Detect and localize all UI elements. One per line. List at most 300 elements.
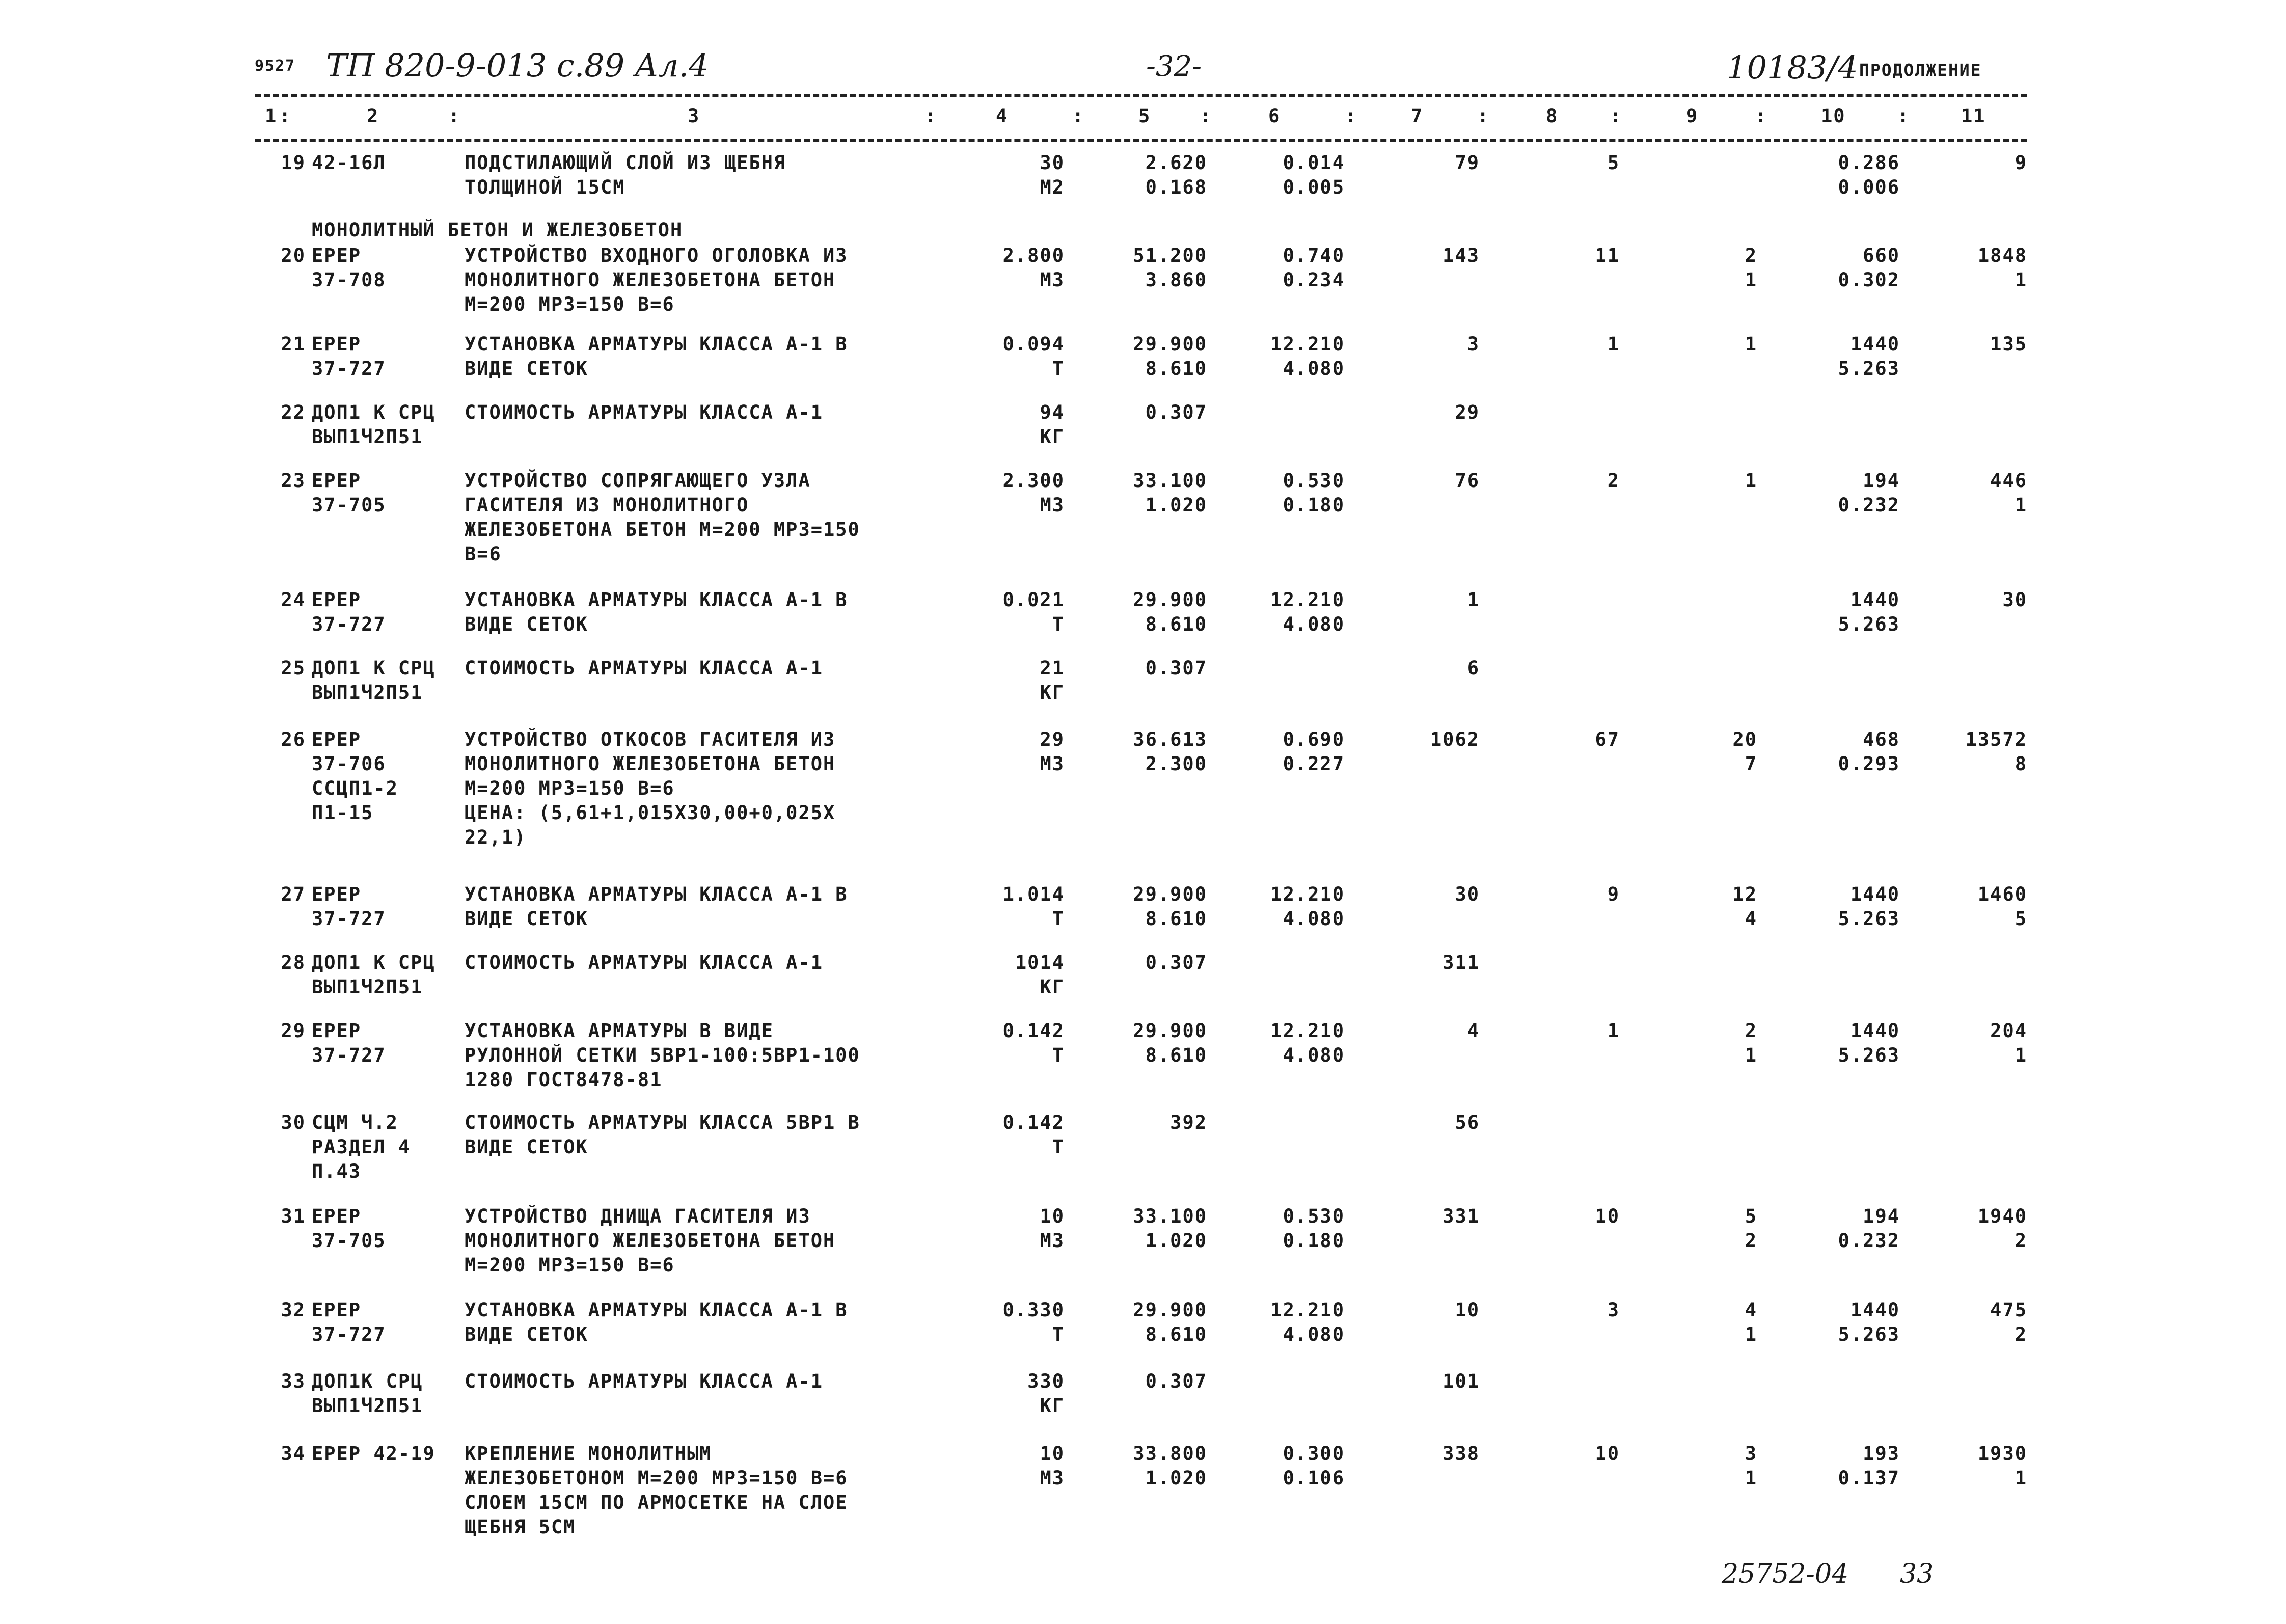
cell-line: 4.080 xyxy=(1283,908,1345,930)
cell-line: 10 xyxy=(1040,1205,1065,1227)
row-total-cost xyxy=(1355,882,1480,907)
cell-line: РАЗДЕЛ 4 xyxy=(312,1136,411,1158)
cell-line: 2.300 xyxy=(1002,470,1065,492)
cell-line: М3 xyxy=(1040,1230,1065,1252)
row-code xyxy=(312,1204,459,1253)
cell-line: 11 xyxy=(1595,245,1620,266)
row-code xyxy=(312,1111,459,1184)
cell-line: ДОП1 К СРЦ xyxy=(312,401,436,423)
cell-line: 0.286 xyxy=(1838,152,1900,174)
row-labor-unit xyxy=(1767,151,1900,200)
row-wage-cost xyxy=(1217,1442,1345,1491)
row-total-wages xyxy=(1487,1019,1620,1043)
row-unit-cost xyxy=(1095,151,1207,200)
cell-line: 0.307 xyxy=(1145,401,1207,423)
cell-line: ГАСИТЕЛЯ ИЗ МОНОЛИТНОГО xyxy=(465,494,749,516)
column-separator: : xyxy=(1345,105,1357,127)
row-wage-cost xyxy=(1217,332,1345,381)
row-total-cost xyxy=(1355,1442,1480,1466)
cell-line: 1 xyxy=(1607,333,1620,355)
row-total-cost xyxy=(1355,951,1480,975)
cell-line: 475 xyxy=(1990,1299,2027,1321)
cell-line: 1.014 xyxy=(1002,883,1065,905)
cell-line: 67 xyxy=(1595,728,1620,750)
row-description xyxy=(465,151,938,200)
doc-reference: ТП 820-9-013 с.89 Ал.4 xyxy=(326,47,709,84)
cell-line: 1 xyxy=(1745,1467,1757,1489)
cell-line: 1 xyxy=(1607,1020,1620,1042)
cell-line: 0.740 xyxy=(1283,245,1345,266)
cell-line: М3 xyxy=(1040,753,1065,775)
cell-line: 12.210 xyxy=(1270,1299,1345,1321)
cell-line: ЖЕЛЕЗОБЕТОНОМ М=200 МРЗ=150 В=6 xyxy=(465,1467,848,1489)
row-total-cost xyxy=(1355,243,1480,268)
cell-line: 0.690 xyxy=(1283,728,1345,750)
row-total-cost xyxy=(1355,469,1480,493)
cell-line: МОНОЛИТНОГО ЖЕЛЕЗОБЕТОНА БЕТОН xyxy=(465,269,836,291)
row-total-wages xyxy=(1487,882,1620,907)
cell-line: 1440 xyxy=(1850,1299,1900,1321)
column-number: 10 xyxy=(1821,105,1846,127)
cell-line: ЕРЕР xyxy=(312,470,362,492)
cell-line: 1 xyxy=(1745,1323,1757,1345)
cell-line: 36.613 xyxy=(1133,728,1207,750)
cell-line: 3 xyxy=(1745,1443,1757,1465)
row-quantity xyxy=(942,951,1065,999)
cell-line: МОНОЛИТНОГО ЖЕЛЕЗОБЕТОНА БЕТОН xyxy=(465,1230,836,1252)
cell-line: 1 xyxy=(2015,269,2027,291)
cell-line: 79 xyxy=(1455,152,1480,174)
cell-line: 10 xyxy=(1595,1443,1620,1465)
cell-line: 9 xyxy=(1607,883,1620,905)
cell-line: 2 xyxy=(1745,245,1757,266)
cell-line: 5.263 xyxy=(1838,1044,1900,1066)
header-rule xyxy=(255,139,2027,142)
column-separator: : xyxy=(448,105,461,127)
row-number: 31 xyxy=(281,1205,306,1227)
column-number: 2 xyxy=(367,105,379,127)
row-wage-cost xyxy=(1217,1019,1345,1068)
cell-line: 8.610 xyxy=(1145,1044,1207,1066)
cell-line: РУЛОННОЙ СЕТКИ 5ВР1-100:5ВР1-100 xyxy=(465,1044,860,1066)
cell-line: 2.800 xyxy=(1002,245,1065,266)
row-wage-cost xyxy=(1217,588,1345,637)
cell-line: 37-706 xyxy=(312,753,386,775)
cell-line: 2.620 xyxy=(1145,152,1207,174)
cell-line: 0.168 xyxy=(1145,176,1207,198)
cell-line: 8 xyxy=(2015,753,2027,775)
cell-line: 1014 xyxy=(1015,952,1065,973)
cell-line: М=200 МРЗ=150 В=6 xyxy=(465,1254,675,1276)
page-number: -32- xyxy=(1146,50,1202,83)
row-number: 25 xyxy=(281,657,306,679)
row-machine-cost xyxy=(1630,1298,1757,1347)
row-unit-cost xyxy=(1095,1298,1207,1347)
cell-line: 0.300 xyxy=(1283,1443,1345,1465)
cell-line: ЕРЕР xyxy=(312,333,362,355)
cell-line: 5 xyxy=(1607,152,1620,174)
cell-line: 1 xyxy=(2015,1044,2027,1066)
row-unit-cost xyxy=(1095,332,1207,381)
column-separator: : xyxy=(1200,105,1212,127)
cell-line: 330 xyxy=(1027,1370,1065,1392)
cell-line: М=200 МРЗ=150 В=6 xyxy=(465,293,675,315)
cell-line: 37-727 xyxy=(312,358,386,380)
cell-line: 4 xyxy=(1745,1299,1757,1321)
cell-line: 4 xyxy=(1467,1020,1480,1042)
row-description xyxy=(465,1204,938,1278)
cell-line: ВЫП1Ч2П51 xyxy=(312,682,423,703)
row-unit-cost xyxy=(1095,400,1207,425)
row-machine-cost xyxy=(1630,727,1757,776)
column-separator: : xyxy=(1072,105,1085,127)
row-machine-cost xyxy=(1630,882,1757,931)
cell-line: 193 xyxy=(1863,1443,1900,1465)
cell-line: 30 xyxy=(2002,589,2027,611)
cell-line: 0.180 xyxy=(1283,1230,1345,1252)
row-unit-cost xyxy=(1095,882,1207,931)
cell-line: 143 xyxy=(1443,245,1480,266)
cell-line: ЕРЕР xyxy=(312,883,362,905)
cell-line: 29 xyxy=(1455,401,1480,423)
row-total-cost xyxy=(1355,1111,1480,1135)
row-machine-cost xyxy=(1630,469,1757,493)
cell-line: М3 xyxy=(1040,1467,1065,1489)
row-number: 33 xyxy=(281,1370,306,1392)
cell-line: ВЫП1Ч2П51 xyxy=(312,1395,423,1417)
row-labor-unit xyxy=(1767,882,1900,931)
cell-line: 7 xyxy=(1745,753,1757,775)
cell-line: ССЦП1-2 xyxy=(312,777,398,799)
column-number: 8 xyxy=(1546,105,1559,127)
row-machine-cost xyxy=(1630,1204,1757,1253)
row-labor-total xyxy=(1910,332,2027,357)
cell-line: 33.100 xyxy=(1133,470,1207,492)
cell-line: 37-705 xyxy=(312,494,386,516)
cell-line: 5.263 xyxy=(1838,1323,1900,1345)
column-number: 9 xyxy=(1686,105,1699,127)
cell-line: 194 xyxy=(1863,1205,1900,1227)
row-code xyxy=(312,332,459,381)
row-labor-total xyxy=(1910,151,2027,175)
cell-line: ТОЛЩИНОЙ 15СМ xyxy=(465,176,625,198)
cell-line: М=200 МРЗ=150 В=6 xyxy=(465,777,675,799)
cell-line: 37-727 xyxy=(312,1323,386,1345)
cell-line: 1440 xyxy=(1850,883,1900,905)
cell-line: КГ xyxy=(1040,976,1065,998)
row-labor-unit xyxy=(1767,1204,1900,1253)
cell-line: 194 xyxy=(1863,470,1900,492)
row-code xyxy=(312,727,459,825)
cell-line: УСТАНОВКА АРМАТУРЫ КЛАССА А-1 В xyxy=(465,1299,848,1321)
row-code xyxy=(312,656,459,705)
column-separator: : xyxy=(279,105,292,127)
row-quantity xyxy=(942,243,1065,292)
cell-line: 12 xyxy=(1732,883,1757,905)
cell-line: 0.180 xyxy=(1283,494,1345,516)
cell-line: 0.232 xyxy=(1838,1230,1900,1252)
cell-line: 33.800 xyxy=(1133,1443,1207,1465)
row-unit-cost xyxy=(1095,588,1207,637)
cell-line: 42-16Л xyxy=(312,152,386,174)
cell-line: 1 xyxy=(1745,470,1757,492)
row-total-wages xyxy=(1487,727,1620,752)
row-quantity xyxy=(942,400,1065,449)
cell-line: ВЫП1Ч2П51 xyxy=(312,426,423,448)
cell-line: Т xyxy=(1052,1323,1065,1345)
row-wage-cost xyxy=(1217,727,1345,776)
cell-line: 4.080 xyxy=(1283,1044,1345,1066)
cell-line: 2 xyxy=(2015,1323,2027,1345)
column-number: 7 xyxy=(1411,105,1424,127)
cell-line: 446 xyxy=(1990,470,2027,492)
top-rule xyxy=(255,94,2027,97)
row-quantity xyxy=(942,332,1065,381)
cell-line: 37-705 xyxy=(312,1230,386,1252)
row-number: 30 xyxy=(281,1112,306,1133)
row-unit-cost xyxy=(1095,1442,1207,1491)
cell-line: 21 xyxy=(1040,657,1065,679)
cell-line: Т xyxy=(1052,358,1065,380)
cell-line: 0.106 xyxy=(1283,1467,1345,1489)
cell-line: 392 xyxy=(1170,1112,1207,1133)
column-number: 3 xyxy=(688,105,700,127)
column-header xyxy=(0,105,2286,130)
cell-line: 0.530 xyxy=(1283,1205,1345,1227)
row-unit-cost xyxy=(1095,1204,1207,1253)
cell-line: 468 xyxy=(1863,728,1900,750)
cell-line: М3 xyxy=(1040,269,1065,291)
row-total-wages xyxy=(1487,332,1620,357)
row-machine-cost xyxy=(1630,332,1757,357)
cell-line: 4.080 xyxy=(1283,358,1345,380)
cell-line: 8.610 xyxy=(1145,908,1207,930)
cell-line: КГ xyxy=(1040,1395,1065,1417)
row-number: 34 xyxy=(281,1443,306,1465)
column-number: 11 xyxy=(1961,105,1986,127)
cell-line: 5 xyxy=(2015,908,2027,930)
cell-line: 12.210 xyxy=(1270,333,1345,355)
cell-line: 2 xyxy=(1745,1020,1757,1042)
cell-line: СТОИМОСТЬ АРМАТУРЫ КЛАССА А-1 xyxy=(465,1370,824,1392)
row-description xyxy=(465,951,938,975)
cell-line: 1930 xyxy=(1977,1443,2027,1465)
row-code xyxy=(312,951,459,999)
cell-line: 8.610 xyxy=(1145,613,1207,635)
cell-line: 29.900 xyxy=(1133,333,1207,355)
cell-line: 13572 xyxy=(1965,728,2027,750)
row-quantity xyxy=(942,588,1065,637)
cell-line: 204 xyxy=(1990,1020,2027,1042)
row-labor-total xyxy=(1910,588,2027,612)
column-number: 4 xyxy=(996,105,1009,127)
cell-line: 0.014 xyxy=(1283,152,1345,174)
cell-line: УСТРОЙСТВО ДНИЩА ГАСИТЕЛЯ ИЗ xyxy=(465,1205,811,1227)
cell-line: 3 xyxy=(1467,333,1480,355)
row-labor-total xyxy=(1910,469,2027,518)
cell-line: 9 xyxy=(2015,152,2027,174)
row-quantity xyxy=(942,727,1065,776)
cell-line: 0.302 xyxy=(1838,269,1900,291)
cell-line: 1280 ГОСТ8478-81 xyxy=(465,1069,663,1091)
cell-line: М3 xyxy=(1040,494,1065,516)
row-description xyxy=(465,727,938,850)
row-total-wages xyxy=(1487,1204,1620,1229)
row-total-cost xyxy=(1355,727,1480,752)
row-machine-cost xyxy=(1630,1019,1757,1068)
cell-line: 338 xyxy=(1443,1443,1480,1465)
cell-line: 12.210 xyxy=(1270,589,1345,611)
row-code xyxy=(312,1019,459,1068)
row-machine-cost xyxy=(1630,1442,1757,1491)
cell-line: 0.142 xyxy=(1002,1112,1065,1133)
row-code xyxy=(312,151,459,175)
cell-line: 1 xyxy=(1745,1044,1757,1066)
cell-line: 0.530 xyxy=(1283,470,1345,492)
row-unit-cost xyxy=(1095,1369,1207,1394)
cell-line: СЦМ Ч.2 xyxy=(312,1112,398,1133)
cell-line: ЕРЕР xyxy=(312,1299,362,1321)
row-number: 29 xyxy=(281,1020,306,1042)
cell-line: ВИДЕ СЕТОК xyxy=(465,908,588,930)
row-labor-total xyxy=(1910,882,2027,931)
row-wage-cost xyxy=(1217,243,1345,292)
cell-line: 4.080 xyxy=(1283,613,1345,635)
column-separator: : xyxy=(1897,105,1910,127)
row-total-cost xyxy=(1355,588,1480,612)
cell-line: 0.232 xyxy=(1838,494,1900,516)
row-number: 20 xyxy=(281,245,306,266)
cell-line: 12.210 xyxy=(1270,1020,1345,1042)
cell-line: 0.021 xyxy=(1002,589,1065,611)
row-number: 22 xyxy=(281,401,306,423)
cell-line: УСТАНОВКА АРМАТУРЫ КЛАССА А-1 В xyxy=(465,333,848,355)
cell-line: 0.142 xyxy=(1002,1020,1065,1042)
cell-line: 1062 xyxy=(1430,728,1480,750)
cell-line: 8.610 xyxy=(1145,358,1207,380)
row-description xyxy=(465,882,938,931)
cell-line: ДОП1 К СРЦ xyxy=(312,952,436,973)
row-total-cost xyxy=(1355,400,1480,425)
row-description xyxy=(465,656,938,681)
row-quantity xyxy=(942,1204,1065,1253)
row-number: 28 xyxy=(281,952,306,973)
row-code xyxy=(312,588,459,637)
row-description xyxy=(465,1019,938,1092)
cell-line: П.43 xyxy=(312,1160,362,1182)
row-wage-cost xyxy=(1217,882,1345,931)
cell-line: ВИДЕ СЕТОК xyxy=(465,1323,588,1345)
cell-line: 8.610 xyxy=(1145,1323,1207,1345)
cell-line: 29 xyxy=(1040,728,1065,750)
row-code xyxy=(312,1298,459,1347)
column-number: 1 xyxy=(265,105,278,127)
cell-line: 37-727 xyxy=(312,613,386,635)
row-description xyxy=(465,400,938,425)
cell-line: 51.200 xyxy=(1133,245,1207,266)
row-labor-unit xyxy=(1767,727,1900,776)
row-description xyxy=(465,1111,938,1159)
cell-line: СТОИМОСТЬ АРМАТУРЫ КЛАССА А-1 xyxy=(465,657,824,679)
cell-line: П1-15 xyxy=(312,802,374,824)
row-total-cost xyxy=(1355,1298,1480,1322)
cell-line: 0.005 xyxy=(1283,176,1345,198)
cell-line: 1 xyxy=(1467,589,1480,611)
cell-line: М2 xyxy=(1040,176,1065,198)
row-code xyxy=(312,243,459,292)
cell-line: ЕРЕР 42-19 xyxy=(312,1443,436,1465)
row-unit-cost xyxy=(1095,243,1207,292)
cell-line: 6 xyxy=(1467,657,1480,679)
row-total-cost xyxy=(1355,1369,1480,1394)
cell-line: СТОИМОСТЬ АРМАТУРЫ КЛАССА А-1 xyxy=(465,401,824,423)
cell-line: 3.860 xyxy=(1145,269,1207,291)
row-labor-unit xyxy=(1767,1442,1900,1491)
cell-line: 29.900 xyxy=(1133,1299,1207,1321)
cell-line: 4.080 xyxy=(1283,1323,1345,1345)
row-total-cost xyxy=(1355,1204,1480,1229)
row-unit-cost xyxy=(1095,951,1207,975)
cell-line: 1440 xyxy=(1850,333,1900,355)
cell-line: 1 xyxy=(2015,1467,2027,1489)
cell-line: ПОДСТИЛАЮЩИЙ СЛОЙ ИЗ ЩЕБНЯ xyxy=(465,152,786,174)
row-number: 27 xyxy=(281,883,306,905)
row-total-wages xyxy=(1487,243,1620,268)
cell-line: 0.293 xyxy=(1838,753,1900,775)
cell-line: 76 xyxy=(1455,470,1480,492)
row-wage-cost xyxy=(1217,1204,1345,1253)
cell-line: 29.900 xyxy=(1133,1020,1207,1042)
row-unit-cost xyxy=(1095,656,1207,681)
row-unit-cost xyxy=(1095,1111,1207,1135)
row-quantity xyxy=(942,1111,1065,1159)
cell-line: 2 xyxy=(1607,470,1620,492)
column-separator: : xyxy=(924,105,937,127)
cell-line: 1.020 xyxy=(1145,1467,1207,1489)
cell-line: 33.100 xyxy=(1133,1205,1207,1227)
row-code xyxy=(312,1442,459,1466)
row-number: 21 xyxy=(281,333,306,355)
row-description xyxy=(465,1442,938,1539)
row-quantity xyxy=(942,882,1065,931)
row-total-cost xyxy=(1355,151,1480,175)
cell-line: УСТАНОВКА АРМАТУРЫ В ВИДЕ xyxy=(465,1020,774,1042)
cell-line: УСТАНОВКА АРМАТУРЫ КЛАССА А-1 В xyxy=(465,589,848,611)
continuation-label: ПРОДОЛЖЕНИЕ xyxy=(1859,60,1982,80)
cell-line: 12.210 xyxy=(1270,883,1345,905)
cell-line: 0.307 xyxy=(1145,952,1207,973)
row-total-wages xyxy=(1487,151,1620,175)
row-total-cost xyxy=(1355,656,1480,681)
cell-line: КГ xyxy=(1040,682,1065,703)
cell-line: 1440 xyxy=(1850,589,1900,611)
row-description xyxy=(465,469,938,566)
cell-line: 101 xyxy=(1443,1370,1480,1392)
row-quantity xyxy=(942,1369,1065,1418)
cell-line: 29.900 xyxy=(1133,589,1207,611)
cell-line: 20 xyxy=(1732,728,1757,750)
cell-line: КГ xyxy=(1040,426,1065,448)
cell-line: 0.307 xyxy=(1145,1370,1207,1392)
cell-line: Т xyxy=(1052,1136,1065,1158)
row-unit-cost xyxy=(1095,1019,1207,1068)
cell-line: Т xyxy=(1052,908,1065,930)
column-separator: : xyxy=(1610,105,1622,127)
cell-line: 0.094 xyxy=(1002,333,1065,355)
cell-line: 10 xyxy=(1595,1205,1620,1227)
row-description xyxy=(465,1369,938,1394)
row-labor-unit xyxy=(1767,1019,1900,1068)
